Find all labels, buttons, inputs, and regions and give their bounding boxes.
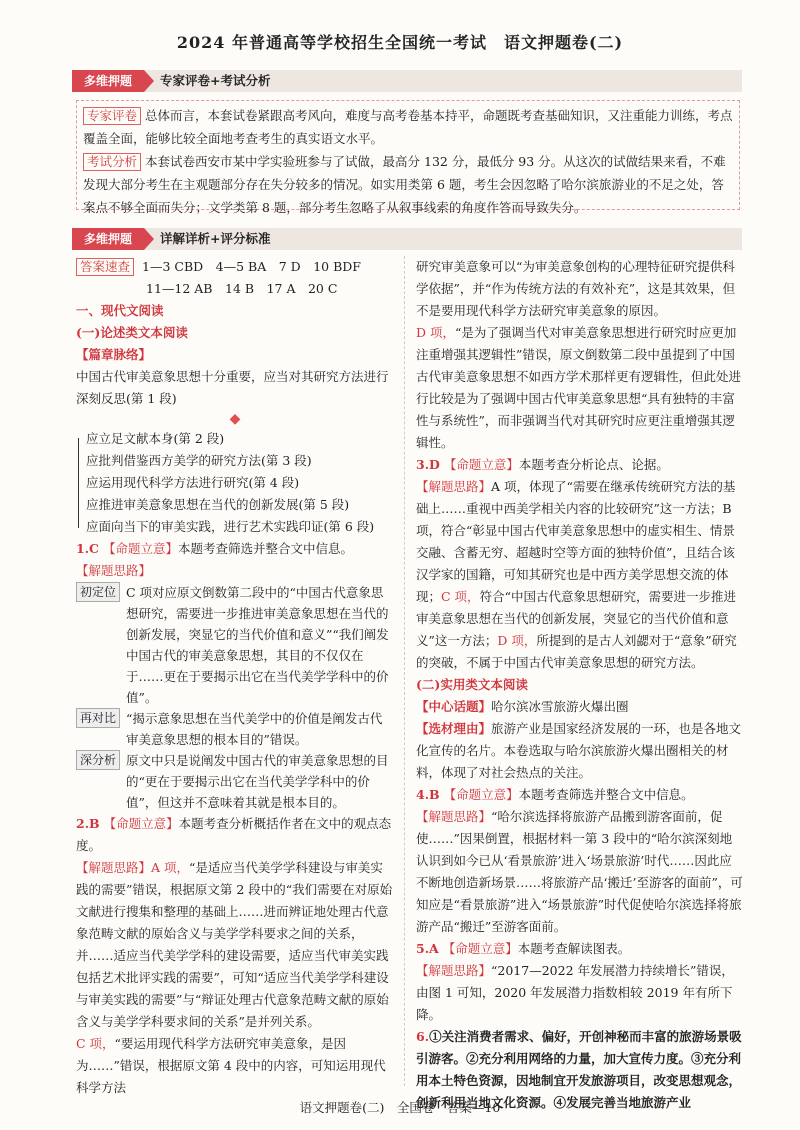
intent-text: 本题考查筛选并整合文中信息。 <box>518 787 694 802</box>
intent-text: 本题考查筛选并整合文中信息。 <box>178 541 354 556</box>
topic-label: 【中心话题】 <box>416 699 492 714</box>
analysis-text: “哈尔滨选择将旅游产品搬到游客面前，促使……”因果倒置，根据材料一第 3 段中的“哈尔滨深刻地认识到如今已从‘看景旅游’进入‘场景旅游’时代……因此应不断地创造新场景……将旅游产品‘搬迁’至游客的面前”，可知应是“看景旅游”进入“场景旅游”时代促使哈尔滨选择将旅游产品“搬迁”至游客面前。 <box>416 809 743 934</box>
option-text: “要运用现代科学方法研究审美意象，是因为……”错误，根据原文第 4 段中的内容，可知运用现代科学方法 <box>76 1036 386 1095</box>
heading-modern: 一、现代文阅读 <box>76 303 164 318</box>
step-text: 原文中只是说阐发中国古代的审美意象思想的目的“更在于要揭示出它在当代美学学科中的价值”，但这并不意味着其就是根本目的。 <box>126 753 389 810</box>
option-label: C 项， <box>76 1036 115 1051</box>
section-label: 详解详析+评分标准 <box>160 231 271 246</box>
step-analyze <box>76 750 394 813</box>
expert-text: 总体而言，本套试卷紧跟高考风向，难度与高考卷基本持平，命题既考查基础知识，又注重能力训练，考点覆盖全面，能够比较全面地考查考生的真实语文水平。 <box>83 108 733 146</box>
answer-key <box>76 256 394 278</box>
step-label: 再对比 <box>76 708 120 728</box>
step-label: 初定位 <box>76 582 120 602</box>
intent-tag: 【命题立意】 <box>442 941 518 956</box>
option-text: 所提到的是古人刘勰对于“意象”研究的突破，不属于中国古代审美意象思想的研究方法。 <box>416 633 737 670</box>
solution-tag: 【解题思路】 <box>416 809 492 824</box>
mind-item: 应批判借鉴西方美学的研究方法(第 3 段) <box>86 453 312 468</box>
question-number: 2.B <box>76 816 100 831</box>
central-topic <box>416 696 744 718</box>
solution-tag: 【解题思路】 <box>76 563 152 578</box>
structure-mindmap <box>76 428 394 538</box>
question-number: 3.D <box>416 457 440 472</box>
topic-text: 哈尔滨冰雪旅游火爆出圈 <box>491 699 629 714</box>
left-column <box>76 256 394 1099</box>
analysis-text: “2017—2022 年发展潜力持续增长”错误，由图 1 可知，2020 年发展潜力指数相较 2019 年有所下降。 <box>416 963 734 1022</box>
intent-text: 本题考查分析论点、论据。 <box>518 457 669 472</box>
mind-item: 应推进审美意象思想在当代的创新发展(第 5 段) <box>86 497 350 512</box>
exam-label: 考试分析 <box>83 153 141 171</box>
reason-text: 旅游产业是国家经济发展的一环，也是各地文化宣传的名片。本卷选取与哈尔滨旅游火爆出圈相关的材料，体现了对社会热点的关注。 <box>416 721 742 780</box>
section-bar-analysis <box>72 70 742 92</box>
exam-analysis <box>83 150 733 219</box>
exam-text: 本套试卷西安市某中学实验班参与了试做，最高分 132 分，最低分 93 分。从这次的试做结果来看，不难发现大部分考生在主观题部分存在失分较多的情况。如实用类第 6 题，考生会因忽略了哈尔滨旅游业的不足之处，答案点不够全面而失分；文学类第 8 题，部分考生忽略了从叙事线索的角度作答而导致失分。 <box>83 154 726 215</box>
reason-label: 【选材理由】 <box>416 721 492 736</box>
page-title: 2024 年普通高等学校招生全国统一考试 语文押题卷(二) <box>176 33 624 52</box>
expert-label: 专家评卷 <box>83 107 141 125</box>
option-label: D 项， <box>416 325 455 340</box>
arrow-down-icon: ◆ <box>229 411 241 427</box>
option-label: A 项， <box>151 860 190 875</box>
option-label: C 项， <box>441 589 480 604</box>
question-5 <box>416 938 744 960</box>
step-locate <box>76 582 394 708</box>
section-label: 专家评卷+考试分析 <box>160 73 271 88</box>
step-compare <box>76 708 394 750</box>
section-tag: 多维押题 <box>72 228 144 250</box>
mind-item: 应运用现代科学方法进行研究(第 4 段) <box>86 475 300 490</box>
intent-tag: 【命题立意】 <box>443 457 519 472</box>
heading-practical: (二)实用类文本阅读 <box>416 677 528 692</box>
answer-text: ①关注消费者需求、偏好，开创神秘而丰富的旅游场景吸引游客。②充分利用网络的力量，加大宣传力度。③充分利用本土特色资源，因地制宜开发旅游项目，改变思想观念，创新利用当地文化资源。④发展完善当地旅游产业 <box>416 1029 742 1110</box>
q2-continued: 研究审美意象可以“为审美意象创构的心理特征研究提供科学依据”，并“作为传统方法的有效补充”，这是其效果，但不是要用现代科学方法研究审美意象的原因。 <box>416 259 736 318</box>
option-text: “是适应当代美学学科建设与审美实践的需要”错误，根据原文第 2 段中的“我们需要在对原始文献进行搜集和整理的基础上……进而辨证地处理古代意象范畴文献的原始含义与美学学科要求之间的关系，并……适应当代美学学科的建设需要，适应当代审美实践包括艺术批评实践的需要”，可知“适应当代美学学科建设与审美实践的需要”与“辩证处理古代意象范畴文献的原始含义与美学学科要求间的关系”是并列关系。 <box>76 860 393 1029</box>
q5-analysis <box>416 960 744 1026</box>
question-3 <box>416 454 744 476</box>
heading-structure: 【篇章脉络】 <box>76 347 152 362</box>
solution-tag: 【解题思路】 <box>76 860 152 875</box>
section-bar-detail <box>72 228 742 250</box>
step-text: C 项对应原文倒数第二段中的“中国古代意象思想研究，需要进一步推进审美意象思想在当代的创新发展，突显它的当代价值和意义”“我们阐发中国古代的审美意象思想，其目的不仅仅在于……更在于要揭示出它在当代美学学科中的价值”。 <box>126 585 389 705</box>
intent-tag: 【命题立意】 <box>102 541 178 556</box>
step-text: “揭示意象思想在当代美学中的价值是阐发古代审美意象思想的根本目的”错误。 <box>126 711 383 747</box>
question-1 <box>76 538 394 560</box>
intent-tag: 【命题立意】 <box>443 787 519 802</box>
question-number: 1.C <box>76 541 99 556</box>
mind-item: 应立足文献本身(第 2 段) <box>86 431 225 446</box>
question-number: 6. <box>416 1029 430 1044</box>
selection-reason <box>416 718 744 784</box>
q2-analysis-a <box>76 857 394 1033</box>
answer-row-1: 1—3 CBD 4—5 BA 7 D 10 BDF <box>142 259 361 274</box>
question-2 <box>76 813 394 857</box>
solution-tag: 【解题思路】 <box>416 963 492 978</box>
step-label: 深分析 <box>76 750 120 770</box>
question-4 <box>416 784 744 806</box>
column-divider <box>404 256 406 1086</box>
q2-analysis-d <box>416 322 744 454</box>
page-footer: 语文押题卷(二) 全国卷 答案—10 <box>299 1100 501 1115</box>
option-text: “是为了强调当代对审美意象思想进行研究时应更加注重增强其逻辑性”错误，原文倒数第二段中虽提到了中国古代审美意象思想不如西方学术那样更有逻辑性，但此处进行比较是为了强调中国古代审美意象思想“具有独特的丰富性与系统性”，而非强调当代对其研究时应更注重增强其逻辑性。 <box>416 325 742 450</box>
mind-item: 应面向当下的审美实践，进行艺术实践印证(第 6 段) <box>86 519 375 534</box>
q4-analysis <box>416 806 744 938</box>
structure-intro: 中国古代审美意象思想十分重要，应当对其研究方法进行深刻反思(第 1 段) <box>76 369 389 406</box>
answer-key-label: 答案速查 <box>76 258 134 276</box>
answer-row-2: 11—12 AB 14 B 17 A 20 C <box>146 281 338 296</box>
expert-review <box>83 104 733 150</box>
intent-tag: 【命题立意】 <box>103 816 179 831</box>
option-text: 符合“中国古代意象思想研究，需要进一步推进审美意象思想在当代的创新发展，突显它的当代价值和意义”这一方法； <box>416 589 736 648</box>
option-text: A 项，体现了“需要在继承传统研究方法的基础上……重视中西美学相关内容的比较研究”这一方法；B 项，符合“彰显中国古代审美意象思想中的虚实相生、情景交融、含蓄无穷、超越时空等方面的独特价值”，且结合该汉学家的国籍，可知其研究也是中西方美学思想交流的体现； <box>416 479 736 604</box>
question-number: 5.A <box>416 941 439 956</box>
q3-analysis <box>416 476 744 674</box>
section-tag: 多维押题 <box>72 70 144 92</box>
heading-argument: (一)论述类文本阅读 <box>76 325 188 340</box>
right-column <box>416 256 744 1114</box>
q2-analysis-c <box>76 1033 394 1099</box>
review-box <box>76 100 740 215</box>
option-label: D 项， <box>497 633 537 648</box>
intent-text: 本题考查分析概括作者在文中的观点态度。 <box>76 816 392 853</box>
solution-tag: 【解题思路】 <box>416 479 492 494</box>
intent-text: 本题考查解读图表。 <box>517 941 631 956</box>
question-number: 4.B <box>416 787 440 802</box>
